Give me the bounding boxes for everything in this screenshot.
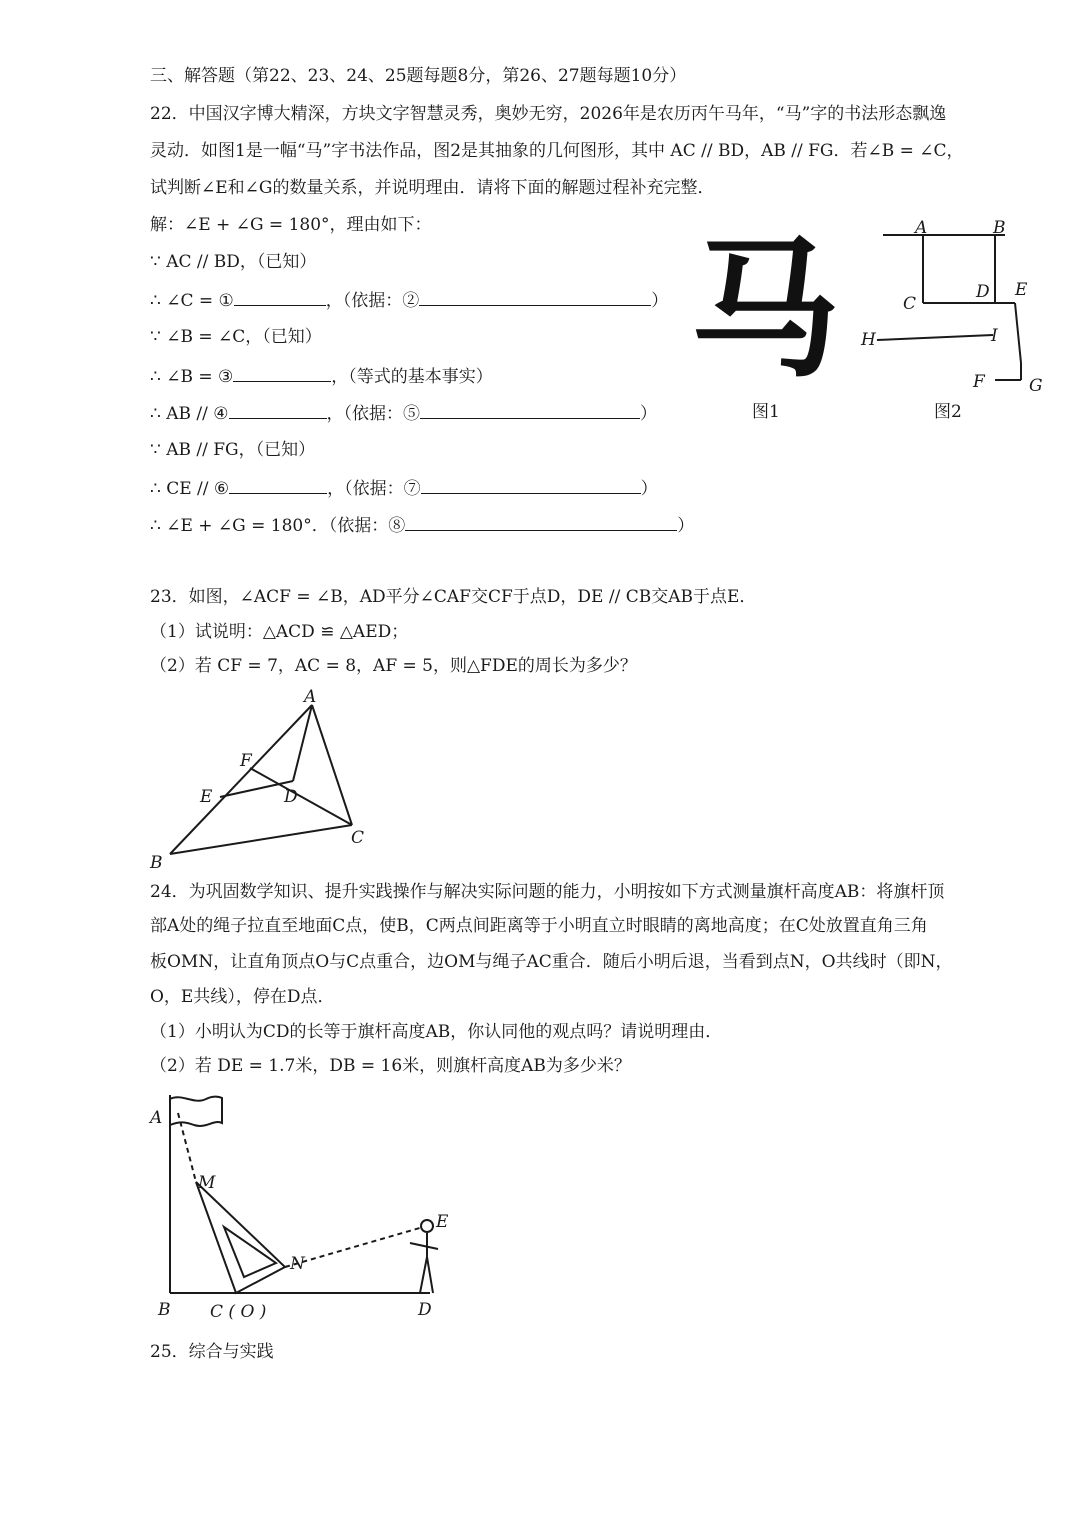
label-B: B [158, 1300, 171, 1320]
q23-part-2: （2）若 CF = 7，AC = 8，AF = 5，则△FDE的周长为多少？ [150, 656, 637, 676]
solution-text: ） [640, 479, 658, 499]
q23-stem: 23．如图，∠ACF = ∠B，AD平分∠CAF交CF于点D，DE // CB交AB于点E． [150, 587, 757, 607]
label-N: N [290, 1254, 305, 1274]
solution-text: ，（依据：⑤ [326, 404, 420, 424]
label-A: A [915, 218, 928, 238]
q22-solution-line-2 [150, 250, 316, 274]
label-E: E [200, 787, 213, 807]
answer-blank-1[interactable] [234, 287, 326, 306]
figure-1-calligraphy [680, 225, 850, 400]
solution-text: ∵ AB // FG，（已知） [150, 440, 316, 460]
label-A: A [150, 1108, 163, 1128]
solution-text: ∴ ∠C = ① [150, 291, 234, 311]
solution-text: ∴ AB // ④ [150, 404, 229, 424]
solution-text: ∴ ∠B = ③ [150, 367, 234, 387]
label-H: H [861, 330, 876, 350]
q22-stem-line-3: 试判断∠E和∠G的数量关系，并说明理由．请将下面的解题过程补充完整． [150, 178, 715, 198]
solution-text: ，（依据：⑦ [327, 479, 421, 499]
figure-2-geometry [855, 215, 1055, 400]
q22-solution-line-7 [150, 438, 315, 462]
q22-solution-line-8 [150, 475, 658, 501]
answer-blank-8[interactable] [405, 512, 677, 531]
q22-solution-line-6 [150, 400, 657, 426]
solution-text: ） [640, 404, 657, 424]
solution-text: ，（等式的基本事实） [331, 367, 493, 387]
answer-blank-6[interactable] [229, 475, 327, 494]
q24-stem-line-1: 24．为巩固数学知识、提升实践操作与解决实际问题的能力，小明按如下方式测量旗杆高度AB：将旗杆顶 [150, 882, 945, 902]
label-E: E [1015, 280, 1028, 300]
label-I: I [991, 326, 998, 346]
solution-text: ∴ ∠E + ∠G = 180°．（依据：⑧ [150, 516, 406, 536]
q24-stem-line-3: 板OMN，让直角顶点O与C点重合，边OM与绳子AC重合．随后小明后退，当看到点N，O共线时（即N， [150, 952, 953, 972]
solution-text: ） [677, 516, 695, 536]
q22-solution-line-5 [150, 363, 493, 389]
label-C: C [351, 828, 365, 848]
q23-part-1: （1）试说明：△ACD ≌ △AED； [150, 622, 409, 642]
q24-flagpole-figure [140, 1085, 460, 1330]
label-B: B [993, 218, 1006, 238]
q22-solution-line-1 [150, 213, 432, 237]
label-B: B [150, 853, 163, 873]
label-E: E [436, 1212, 449, 1232]
solution-text: ∴ CE // ⑥ [150, 479, 230, 499]
figure-2-caption: 图2 [934, 402, 962, 422]
label-C: C [903, 294, 917, 314]
label-D: D [976, 282, 990, 302]
q24-stem-line-2: 部A处的绳子拉直至地面C点，使B，C两点间距离等于小明直立时眼睛的离地高度；在C处放置直角三角 [150, 916, 928, 936]
q22-solution-line-4 [150, 325, 322, 349]
label-D: D [284, 787, 298, 807]
section-header: 三、解答题（第22、23、24、25题每题8分，第26、27题每题10分） [150, 66, 687, 86]
solution-text: ∵ ∠B = ∠C，（已知） [150, 327, 322, 347]
answer-blank-7[interactable] [421, 475, 641, 494]
answer-blank-5[interactable] [420, 400, 640, 419]
q24-part-1: （1）小明认为CD的长等于旗杆高度AB，你认同他的观点吗？请说明理由． [150, 1022, 723, 1042]
q23-triangle-figure [140, 680, 380, 875]
q22-solution-line-9 [150, 512, 694, 538]
q22-stem-line-2: 灵动．如图1是一幅“马”字书法作品，图2是其抽象的几何图形，其中 AC // BD，AB // FG．若∠B = ∠C， [150, 141, 964, 161]
q24-stem-line-4: O，E共线），停在D点． [150, 987, 335, 1007]
label-A: A [304, 687, 317, 707]
q25-title: 25．综合与实践 [150, 1342, 274, 1362]
solution-text: ） [651, 291, 669, 311]
answer-blank-3[interactable] [233, 363, 331, 382]
q22-stem-line-1: 22．中国汉字博大精深，方块文字智慧灵秀，奥妙无穷，2026年是农历丙午马年，“马”字的书法形态飘逸 [150, 104, 947, 124]
person-head-icon [421, 1220, 433, 1232]
solution-text: 解：∠E + ∠G = 180°，理由如下： [150, 215, 432, 235]
label-F: F [973, 372, 985, 392]
label-G: G [1029, 376, 1043, 396]
answer-blank-4[interactable] [229, 400, 327, 419]
answer-blank-2[interactable] [419, 287, 651, 306]
label-M: M [198, 1173, 216, 1193]
q22-solution-line-3 [150, 287, 668, 313]
label-F: F [240, 751, 252, 771]
solution-text: ∵ AC // BD，（已知） [150, 252, 317, 272]
calligraphy-character: 马 [689, 225, 840, 398]
label-C-O: C ( O ) [210, 1302, 267, 1322]
figure-1-caption: 图1 [752, 402, 780, 422]
label-D: D [418, 1300, 432, 1320]
q24-part-2: （2）若 DE = 1.7米，DB = 16米，则旗杆高度AB为多少米？ [150, 1056, 631, 1076]
solution-text: ，（依据：② [325, 291, 420, 311]
